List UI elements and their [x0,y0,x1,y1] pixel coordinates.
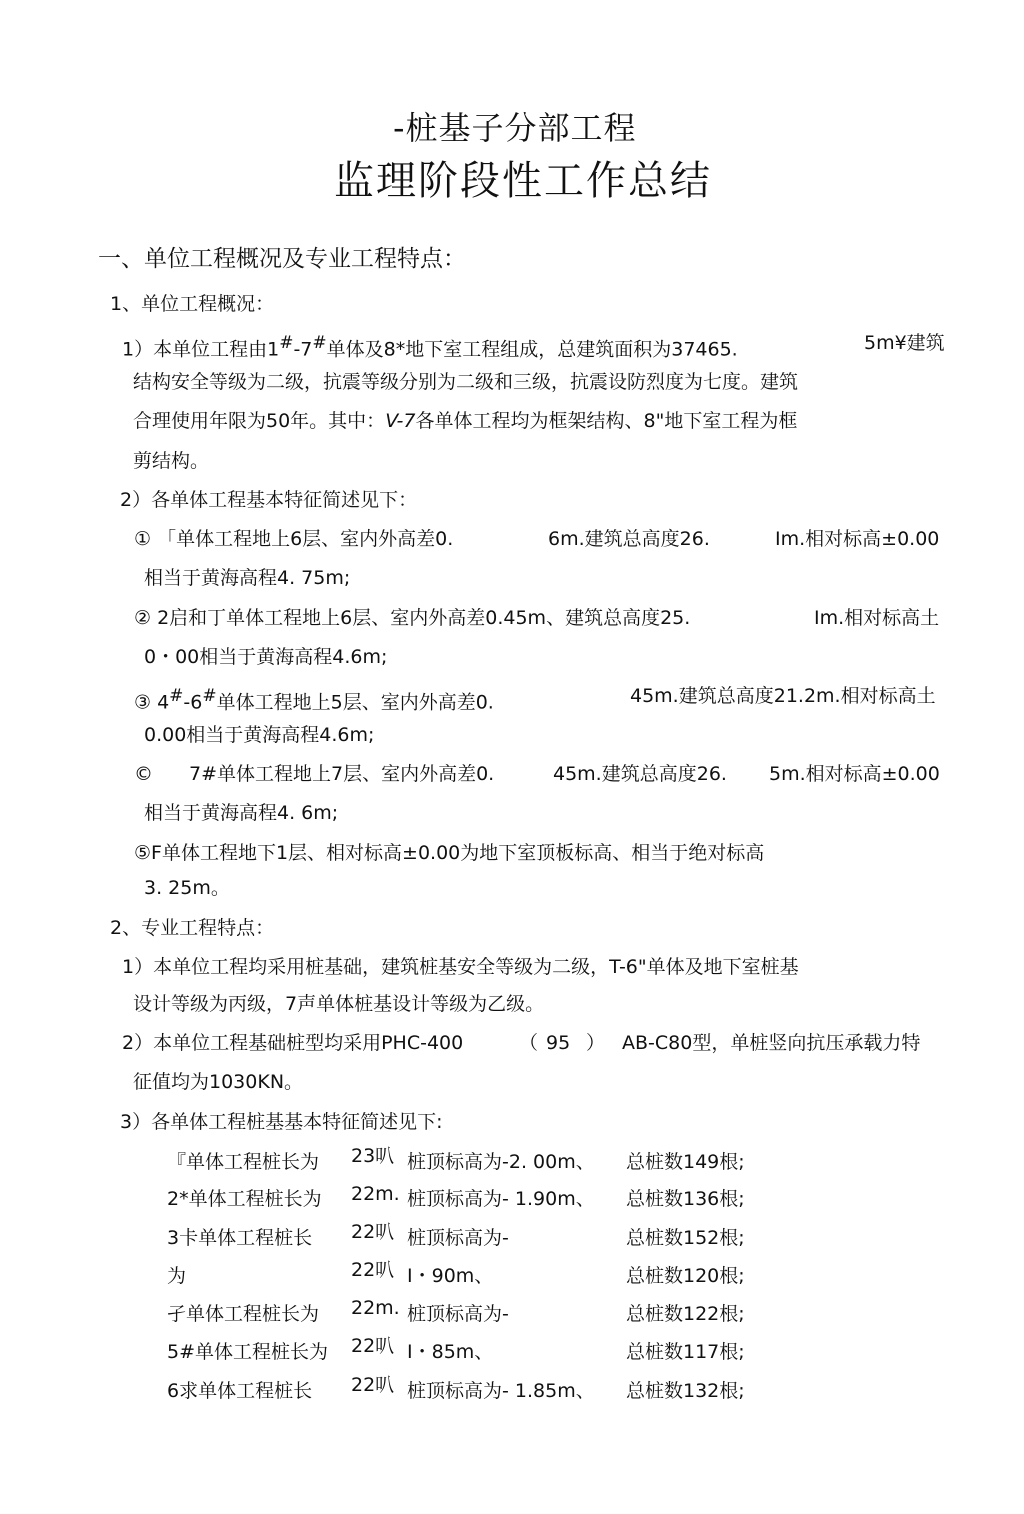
table-cell: 3卡单体工程桩长 [167,1227,313,1249]
list-item: ② 2启和丁单体工程地上6层、室内外高差0.45m、建筑总高度25. [134,607,691,629]
section-heading: 一、单位工程概况及专业工程特点： [98,246,466,272]
table-cell: 22叭 [351,1259,395,1281]
list-item-part: 45m.建筑总高度26. [553,763,727,785]
list-item-part: 6m.建筑总高度26. [548,528,710,550]
table-cell: 总桩数132根; [626,1380,745,1402]
paragraph-line-end: 5m¥建筑 [864,332,945,354]
table-cell: 总桩数117根; [626,1341,745,1363]
table-cell: 『单体工程桩长为 [167,1151,320,1173]
list-item-cont: 0・00相当于黄海高程4.6m; [144,646,388,668]
table-cell: I・90m、 [407,1265,494,1287]
table-cell: 6求单体工程桩长 [167,1380,313,1402]
list-item-part: Im.相对标高土 [814,607,940,629]
table-cell: 桩顶标高为- 1.85m、 [407,1380,595,1402]
table-cell: 为 [167,1265,187,1287]
list-item-cont: 3. 25m。 [144,877,230,899]
list-item-marker: © [134,763,153,785]
table-cell: 总桩数149根; [626,1151,745,1173]
paragraph-part: （ [519,1032,539,1054]
table-cell: 桩顶标高为- [407,1303,509,1325]
list-heading: 3）各单体工程桩基基本特征简述见下: [120,1111,443,1133]
table-cell: 总桩数152根; [626,1227,745,1249]
list-item-cont: 相当于黄海高程4. 75m; [144,567,351,589]
table-cell: 22叭 [351,1221,395,1243]
paragraph-line: 剪结构。 [133,450,210,472]
paragraph-part: 95 [546,1032,571,1054]
list-item-part: Im.相对标高±0.00 [775,528,940,550]
list-item: ① 「单体工程地上6层、室内外高差0. [134,528,454,550]
table-cell: I・85m、 [407,1341,494,1363]
paragraph-line: 2）本单位工程基础桩型均采用PHC-400 [122,1032,464,1054]
paragraph-part: ） [586,1032,606,1054]
table-cell: 桩顶标高为- [407,1227,509,1249]
table-cell: 总桩数120根; [626,1265,745,1287]
table-cell: 22m. [351,1297,400,1319]
paragraph-line: 1）本单位工程均采用桩基础，建筑桩基安全等级为二级，T-6"单体及地下室桩基 [122,956,799,978]
document-title: 监理阶段性工作总结 [334,158,712,204]
table-cell: 22m. [351,1183,400,1205]
table-cell: 5#单体工程桩长为 [167,1341,329,1363]
table-cell: 22叭 [351,1374,395,1396]
table-cell: 23叭 [351,1145,395,1167]
list-heading: 2）各单体工程基本特征简述见下： [120,489,418,511]
list-item: ⑤F单体工程地下1层、相对标高±0.00为地下室顶板标高、相当于绝对标高 [134,842,765,864]
paragraph-line: 征值均为1030KN。 [133,1071,304,1093]
paragraph-line: 设计等级为丙级，7声单体桩基设计等级为乙级。 [133,993,545,1015]
paragraph-line: 合理使用年限为50年。其中：V-7各单体工程均为框架结构、8"地下室工程为框 [133,410,798,432]
list-item: 7#单体工程地上7层、室内外高差0. [189,763,495,785]
table-cell: 桩顶标高为- 1.90m、 [407,1188,595,1210]
list-item-cont: 相当于黄海高程4. 6m; [144,802,339,824]
list-item-part: 45m.建筑总高度21.2m.相对标高土 [630,685,936,707]
list-item-part: 5m.相对标高±0.00 [769,763,940,785]
table-cell: 22叭 [351,1335,395,1357]
table-cell: 总桩数136根; [626,1188,745,1210]
list-item-cont: 0.00相当于黄海高程4.6m; [144,724,375,746]
table-cell: 总桩数122根; [626,1303,745,1325]
subsection-heading: 2、专业工程特点： [110,917,275,939]
paragraph-line: 1）本单位工程由1#-7#单体及8*地下室工程组成，总建筑面积为37465. [122,333,738,361]
list-item: ③ 4#-6#单体工程地上5层、室内外高差0. [134,686,494,714]
table-cell: 桩顶标高为-2. 00m、 [407,1151,595,1173]
paragraph-line: 结构安全等级为二级，抗震等级分别为二级和三级，抗震设防烈度为七度。建筑 [133,371,799,393]
table-cell: 2*单体工程桩长为 [167,1188,322,1210]
subsection-heading: 1、单位工程概况： [110,293,275,315]
title-line-1: -桩基子分部工程 [393,109,637,147]
paragraph-part: AB-C80型，单桩竖向抗压承载力特 [622,1032,921,1054]
table-cell: 孑单体工程桩长为 [167,1303,320,1325]
